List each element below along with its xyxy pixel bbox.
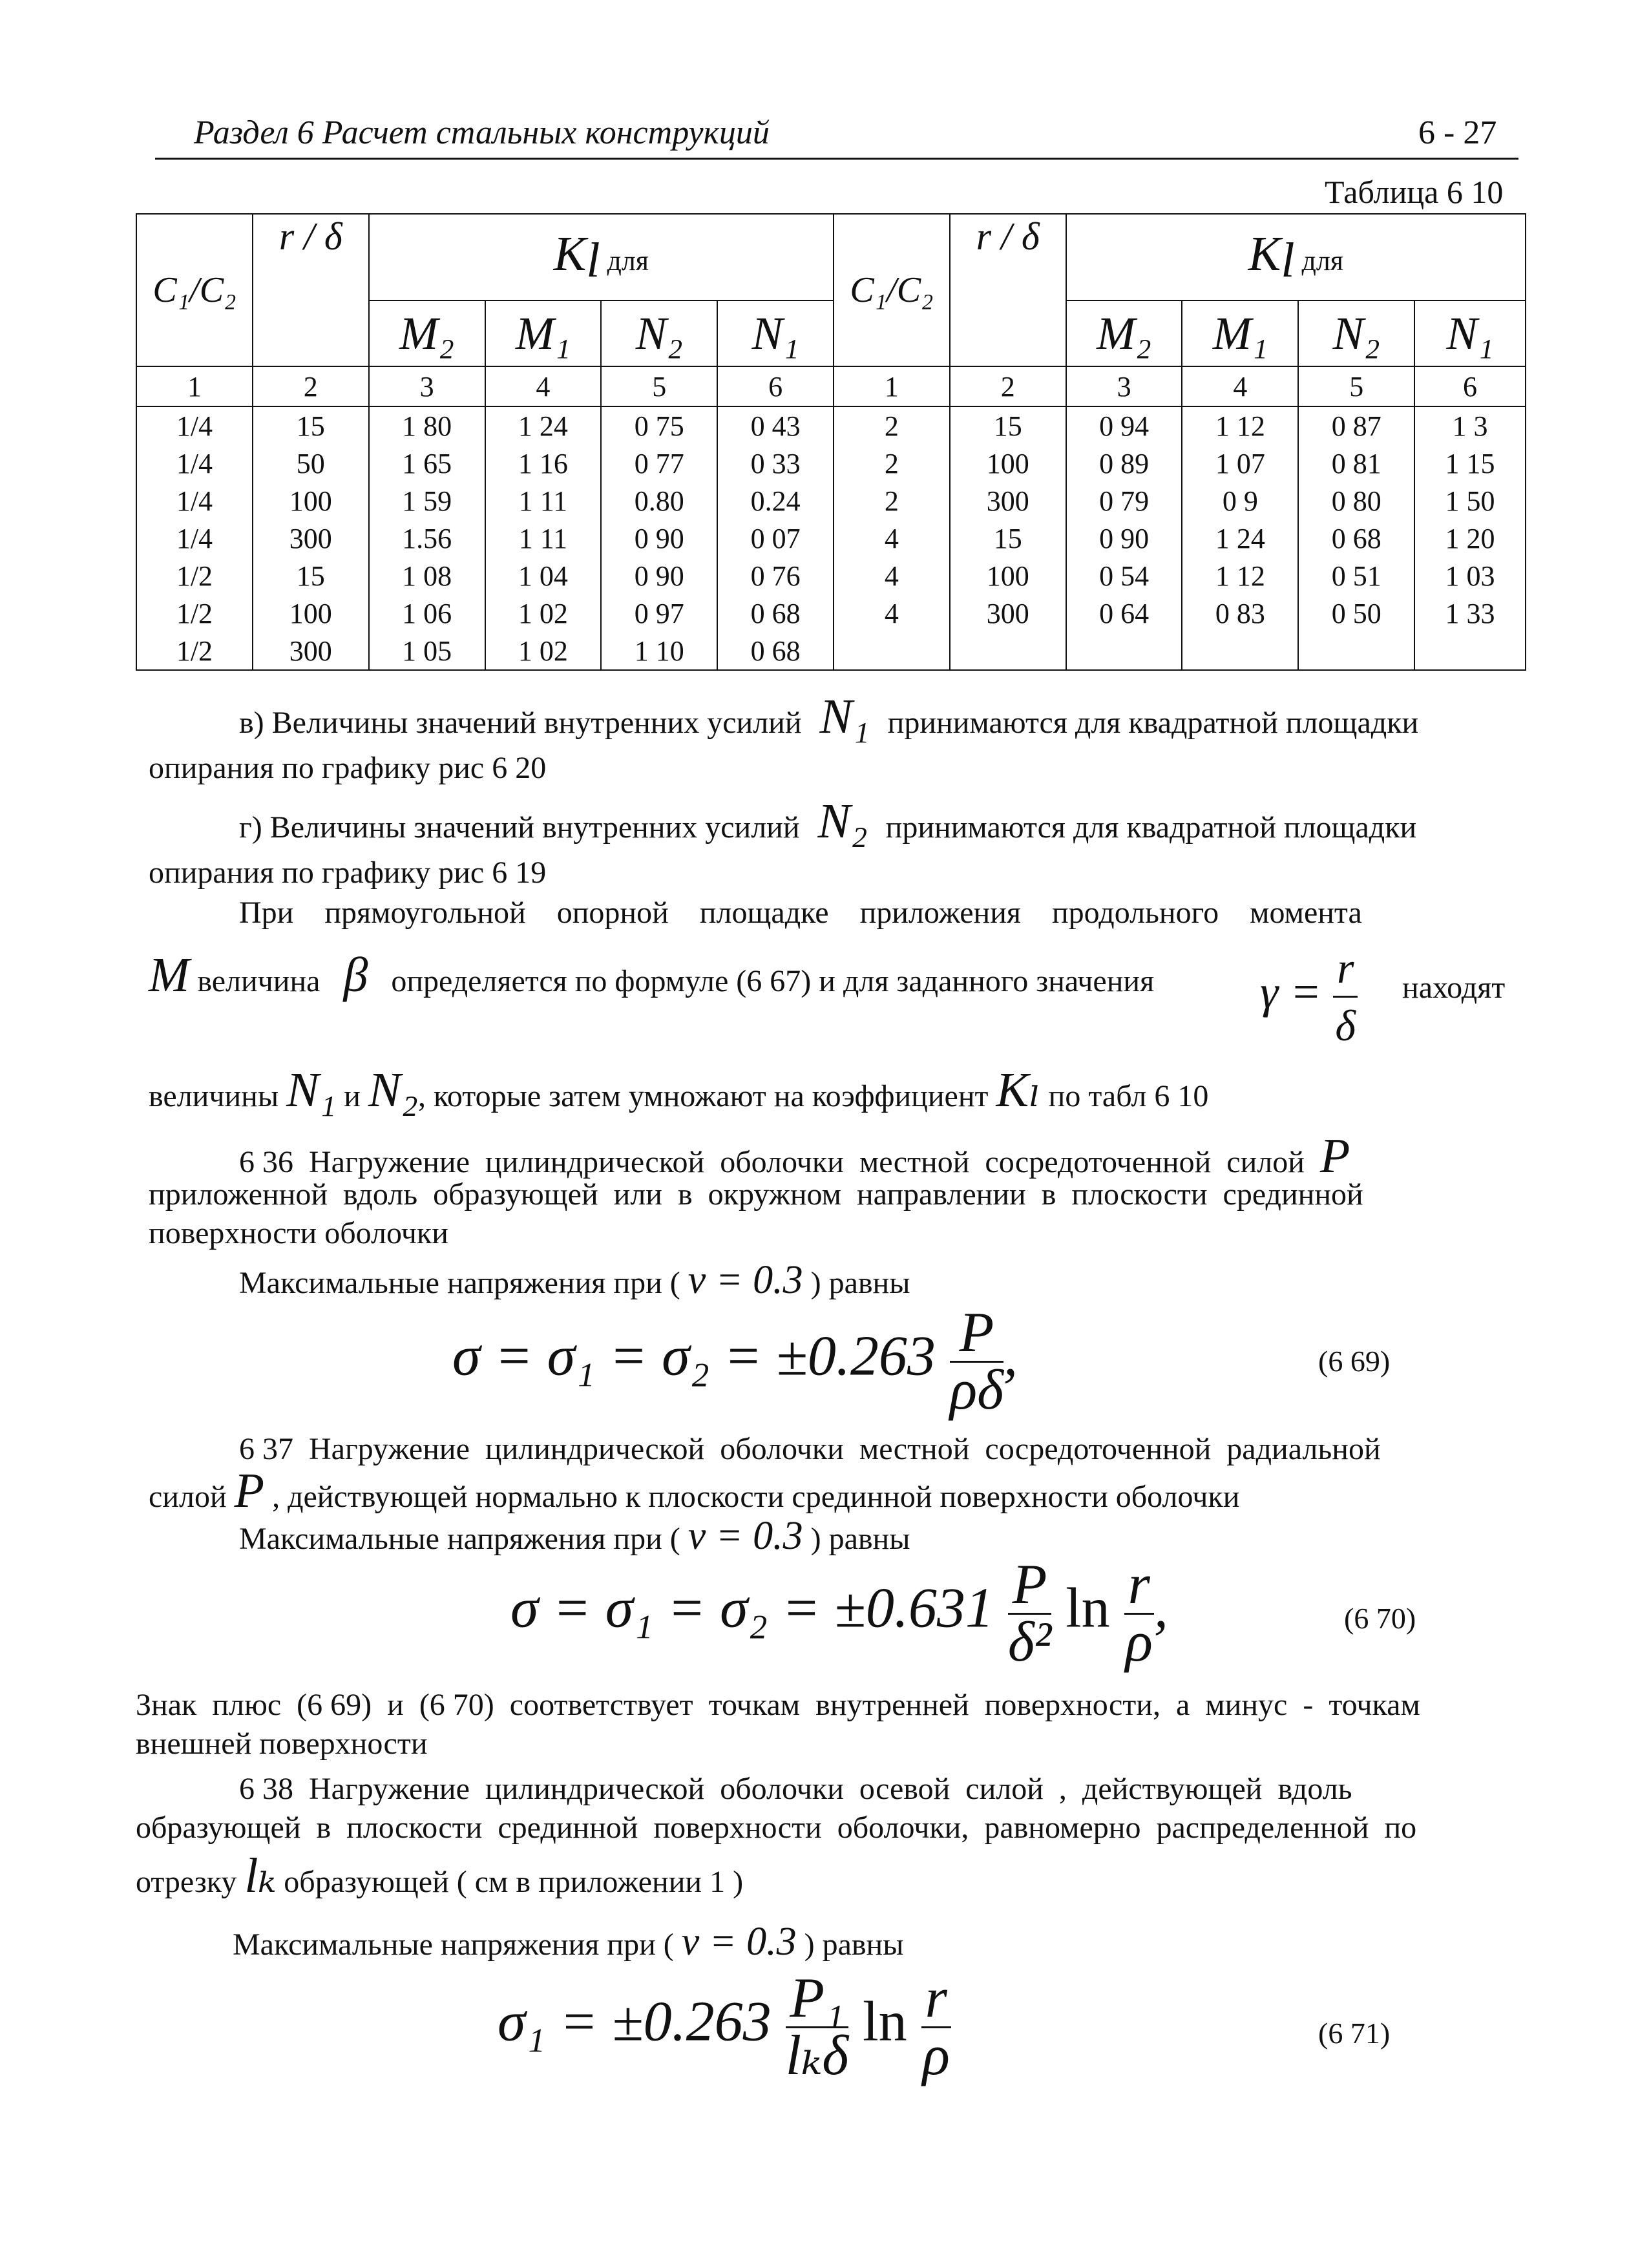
table-cell: 1/2 xyxy=(136,557,253,594)
table-cell: 0 68 xyxy=(717,594,834,632)
table-cell: 100 xyxy=(253,482,369,520)
table-cell: 0 75 xyxy=(601,406,717,445)
column-number-row xyxy=(136,366,1526,406)
subcol-m2-right: M₂ xyxy=(1066,300,1182,366)
table-cell: 1 33 xyxy=(1414,594,1526,632)
para-638-line3: отрезку lₖ образующей ( см в приложении 1 ) xyxy=(136,1849,744,1903)
table-cell: 1 07 xyxy=(1182,445,1298,482)
table-cell: 1 3 xyxy=(1414,406,1526,445)
formula-669: σ = σ₁ = σ₂ = ±0.263 $\frac{P}{\rho\delta}$ , xyxy=(452,1301,1018,1422)
table-cell: 1/4 xyxy=(136,445,253,482)
para-638-line2: образующей в плоскости срединной поверхности оболочки, равномерно распределенной по xyxy=(136,1811,1417,1845)
table-cell: 2 xyxy=(834,445,950,482)
table-cell: 1 24 xyxy=(485,406,602,445)
table-body xyxy=(136,406,1526,670)
colnum: 3 xyxy=(1066,366,1182,406)
table-cell: 0 94 xyxy=(1066,406,1182,445)
para-637-line1: 6 37 Нагружение цилиндрической оболочки местной сосредоточенной радиальной xyxy=(239,1432,1381,1466)
header-k-group: $K_l$ для xyxy=(369,214,834,300)
subcol-n1: N₁ xyxy=(717,300,834,366)
table-cell: 1 06 xyxy=(369,594,485,632)
table-cell: 100 xyxy=(950,445,1066,482)
para-638-line1: 6 38 Нагружение цилиндрической оболочки осевой силой , действующей вдоль xyxy=(239,1772,1352,1806)
header-r-delta: r / δ xyxy=(253,214,369,366)
gamma-eq: γ = $\frac{r}{\delta}$ xyxy=(1260,940,1358,1053)
table-cell: 15 xyxy=(253,406,369,445)
table-cell: 1 16 xyxy=(485,445,602,482)
table-cell: 0 54 xyxy=(1066,557,1182,594)
table-cell: 0 90 xyxy=(601,557,717,594)
table-cell: 0 9 xyxy=(1182,482,1298,520)
table-cell: 1 10 xyxy=(601,632,717,670)
para-max-2: Максимальные напряжения при ( ν = 0.3 ) равны xyxy=(239,1514,910,1558)
formula-670: σ = σ₁ = σ₂ = ±0.631 $\frac{P}{\text{δ²}}$ ln $\frac{r}{\rho}$ , xyxy=(510,1553,1168,1674)
table-cell: 0 87 xyxy=(1298,406,1414,445)
table-cell: 1 50 xyxy=(1414,482,1526,520)
table-cell: 1/4 xyxy=(136,520,253,557)
header-k-group-right: $K_l$ для xyxy=(1066,214,1526,300)
colnum: 5 xyxy=(601,366,717,406)
table-label: Таблица 6 10 xyxy=(1325,174,1504,210)
table-cell: 50 xyxy=(253,445,369,482)
colnum: 2 xyxy=(950,366,1066,406)
table-cell: 1.56 xyxy=(369,520,485,557)
table-cell: 4 xyxy=(834,557,950,594)
subcol-m1: M₁ xyxy=(485,300,602,366)
para-moment-line: M величина β определяется по формуле (6 67) и для заданного значения xyxy=(149,948,1155,1002)
para-g-line2: опирания по графику рис 6 19 xyxy=(149,856,547,890)
header-c-ratio: C₁/C₂ xyxy=(136,214,253,366)
table-cell: 1 11 xyxy=(485,482,602,520)
table-cell: 300 xyxy=(950,482,1066,520)
table-cell: 1 80 xyxy=(369,406,485,445)
table-cell xyxy=(1414,632,1526,670)
colnum: 4 xyxy=(485,366,602,406)
table-cell: 1 24 xyxy=(1182,520,1298,557)
subcol-m1-right: M₁ xyxy=(1182,300,1298,366)
table-cell: 1 11 xyxy=(485,520,602,557)
colnum: 4 xyxy=(1182,366,1298,406)
table-cell: 1/2 xyxy=(136,594,253,632)
table-cell: 4 xyxy=(834,520,950,557)
table-row xyxy=(136,445,1526,482)
subcol-m2: M₂ xyxy=(369,300,485,366)
subcol-n2: N₂ xyxy=(601,300,717,366)
table-cell: 1 05 xyxy=(369,632,485,670)
para-637-line2: силой P , действующей нормально к плоскости срединной поверхности оболочки xyxy=(149,1464,1240,1518)
table-cell: 300 xyxy=(253,632,369,670)
table-cell: 0 83 xyxy=(1182,594,1298,632)
formula-669-label: (6 69) xyxy=(1318,1345,1391,1378)
para-max-3: Максимальные напряжения при ( ν = 0.3 ) равны xyxy=(233,1920,904,1964)
header-r-delta-right: r / δ xyxy=(950,214,1066,366)
table-cell: 100 xyxy=(253,594,369,632)
subcol-n2-right: N₂ xyxy=(1298,300,1414,366)
table-cell: 0 68 xyxy=(1298,520,1414,557)
formula-670-label: (6 70) xyxy=(1344,1602,1416,1635)
colnum: 3 xyxy=(369,366,485,406)
table-cell: 4 xyxy=(834,594,950,632)
table-cell: 1 65 xyxy=(369,445,485,482)
table-row xyxy=(136,594,1526,632)
table-row xyxy=(136,482,1526,520)
para-v-line1: в) Величины значений внутренних усилий N₁ принимаются для квадратной площадки xyxy=(239,689,1419,744)
table-cell: 15 xyxy=(950,406,1066,445)
table-cell: 100 xyxy=(950,557,1066,594)
colnum: 6 xyxy=(717,366,834,406)
para-g-line1: г) Величины значений внутренних усилий N₂ принимаются для квадратной площадки xyxy=(239,794,1417,848)
table-cell: 0 50 xyxy=(1298,594,1414,632)
para-znak-line2: внешней поверхности xyxy=(136,1727,428,1761)
table-cell: 1 08 xyxy=(369,557,485,594)
table-cell: 0 90 xyxy=(1066,520,1182,557)
table-cell: 15 xyxy=(253,557,369,594)
table-cell: 1 12 xyxy=(1182,406,1298,445)
para-nahodyat: находят xyxy=(1402,971,1506,1005)
table-cell: 0.80 xyxy=(601,482,717,520)
table-cell xyxy=(1182,632,1298,670)
running-header-section: Раздел 6 Расчет стальных конструкций xyxy=(194,114,770,151)
colnum: 1 xyxy=(136,366,253,406)
table-cell: 0 51 xyxy=(1298,557,1414,594)
table-cell: 0 81 xyxy=(1298,445,1414,482)
table-row xyxy=(136,406,1526,445)
table-row xyxy=(136,557,1526,594)
para-636-line2: приложенной вдоль образующей или в окружном направлении в плоскости срединной xyxy=(149,1177,1363,1212)
para-636-line3: поверхности оболочки xyxy=(149,1216,448,1250)
table-cell: 0 97 xyxy=(601,594,717,632)
table-cell xyxy=(834,632,950,670)
table-cell: 1 02 xyxy=(485,594,602,632)
colnum: 1 xyxy=(834,366,950,406)
table-cell: 0 07 xyxy=(717,520,834,557)
table-cell: 1 12 xyxy=(1182,557,1298,594)
table-cell: 0 77 xyxy=(601,445,717,482)
header-rule xyxy=(155,158,1518,160)
para-636-line1: 6 36 Нагружение цилиндрической оболочки местной сосредоточенной силой P xyxy=(239,1129,1350,1183)
table-cell: 0 76 xyxy=(717,557,834,594)
formula-671-label: (6 71) xyxy=(1318,2017,1391,2050)
table-cell: 1/4 xyxy=(136,406,253,445)
formula-671: σ₁ = ±0.263 $\frac{\text{P₁}}{\text{lₖδ}}$ ln $\frac{r}{\rho}$ xyxy=(498,1967,950,2087)
table-cell: 0 68 xyxy=(717,632,834,670)
table-cell: 0.24 xyxy=(717,482,834,520)
table-cell: 2 xyxy=(834,406,950,445)
table-cell: 1 59 xyxy=(369,482,485,520)
table-cell xyxy=(950,632,1066,670)
table-cell: 0 79 xyxy=(1066,482,1182,520)
subcol-n1-right: N₁ xyxy=(1414,300,1526,366)
table-cell: 0 80 xyxy=(1298,482,1414,520)
table-cell: 15 xyxy=(950,520,1066,557)
table-cell: 0 43 xyxy=(717,406,834,445)
table-cell: 1/2 xyxy=(136,632,253,670)
colnum: 6 xyxy=(1414,366,1526,406)
table-header-row xyxy=(136,214,1526,300)
table-cell: 1 15 xyxy=(1414,445,1526,482)
para-znak-line1: Знак плюс (6 69) и (6 70) соответствует точкам внутренней поверхности, а минус - точкам xyxy=(136,1688,1420,1722)
table-cell: 0 64 xyxy=(1066,594,1182,632)
table-cell: 1 03 xyxy=(1414,557,1526,594)
para-max-1: Максимальные напряжения при ( ν = 0.3 ) равны xyxy=(239,1258,910,1302)
table-cell: 1 20 xyxy=(1414,520,1526,557)
page-number: 6 - 27 xyxy=(1418,114,1497,151)
table-cell: 0 89 xyxy=(1066,445,1182,482)
table-cell: 1 04 xyxy=(485,557,602,594)
table-row xyxy=(136,632,1526,670)
coefficient-table xyxy=(136,213,1526,671)
table-cell: 0 33 xyxy=(717,445,834,482)
table-cell: 1 02 xyxy=(485,632,602,670)
table-cell: 300 xyxy=(253,520,369,557)
header-c-ratio-right: C₁/C₂ xyxy=(834,214,950,366)
para-v-line2: опирания по графику рис 6 20 xyxy=(149,751,547,785)
table-cell xyxy=(1066,632,1182,670)
para-pri: При прямоугольной опорной площадке приложения продольного момента xyxy=(239,896,1362,930)
table-cell xyxy=(1298,632,1414,670)
colnum: 5 xyxy=(1298,366,1414,406)
colnum: 2 xyxy=(253,366,369,406)
table-row xyxy=(136,520,1526,557)
table-cell: 300 xyxy=(950,594,1066,632)
para-velichiny: величины N₁ и N₂, которые затем умножают на коэффициент Kₗ по табл 6 10 xyxy=(149,1063,1209,1117)
table-cell: 0 90 xyxy=(601,520,717,557)
table-cell: 2 xyxy=(834,482,950,520)
table-cell: 1/4 xyxy=(136,482,253,520)
